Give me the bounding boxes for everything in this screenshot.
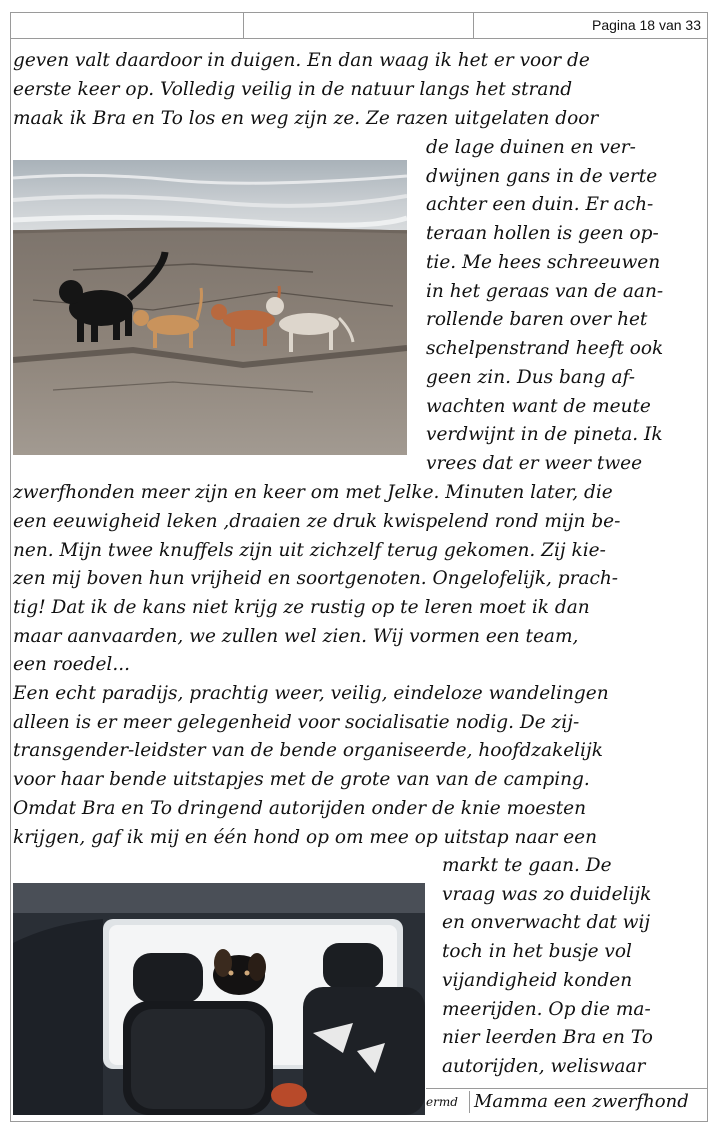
text-line: eerste keer op. Volledig veilig in de natuur langs het strand (13, 79, 573, 100)
text-line: geven valt daardoor in duigen. En dan waag ik het er voor de (13, 50, 590, 71)
text-line: de lage duinen en ver- (426, 137, 636, 158)
text-line: tie. Me hees schreeuwen (426, 252, 661, 273)
text-line: Omdat Bra en To dringend autorijden onder de knie moesten (13, 798, 586, 819)
header-cell-left (11, 13, 244, 38)
footer-book-title: Mamma een zwerfhond (474, 1091, 689, 1112)
text-line: teraan hollen is geen op- (426, 223, 659, 244)
text-line: in het geraas van de aan- (426, 281, 664, 302)
text-line: nen. Mijn twee knuffels zijn uit zichzelf terug gekomen. Zij kie- (13, 540, 606, 561)
text-line: Een echt paradijs, prachtig weer, veilig, eindeloze wandelingen (13, 683, 609, 704)
text-line: zwerfhonden meer zijn en keer om met Jelke. Minuten later, die (13, 482, 613, 503)
text-line: nier leerden Bra en To (442, 1027, 653, 1048)
text-line: maak ik Bra en To los en weg zijn ze. Ze razen uitgelaten door (13, 108, 599, 129)
text-line: en onverwacht dat wij (442, 912, 651, 933)
text-line: transgender-leidster van de bende organiseerde, hoofdzakelijk (13, 740, 603, 761)
text-line: krijgen, gaf ik mij en één hond op om mee op uitstap naar een (13, 827, 598, 848)
text-line: vraag was zo duidelijk (442, 884, 652, 905)
text-line: meerijden. Op die ma- (442, 999, 651, 1020)
header-cell-middle (244, 13, 474, 38)
text-line: rollende baren over het (426, 309, 648, 330)
text-line: verdwijnt in de pineta. Ik (426, 424, 663, 445)
text-line: maar aanvaarden, we zullen wel zien. Wij vormen een team, (13, 626, 579, 647)
text-line: voor haar bende uitstapjes met de grote van van de camping. (13, 769, 590, 790)
text-line: wachten want de meute (426, 396, 651, 417)
page-number: Pagina 18 van 33 (592, 17, 701, 33)
text-line: schelpenstrand heeft ook (426, 338, 664, 359)
page-header (11, 13, 707, 39)
text-line: vijandigheid konden (442, 970, 633, 991)
text-line: markt te gaan. De (442, 855, 612, 876)
text-line: zen mij boven hun vrijheid en soortgenoten. Ongelofelijk, prach- (13, 568, 619, 589)
text-line: alleen is er meer gelegenheid voor socialisatie nodig. De zij- (13, 712, 580, 733)
text-line: autorijden, weliswaar (442, 1056, 646, 1077)
page-footer (426, 1088, 708, 1114)
text-line: achter een duin. Er ach- (426, 194, 654, 215)
text-line: een roedel... (13, 654, 130, 675)
text-line: toch in het busje vol (442, 941, 632, 962)
text-line: vrees dat er weer twee (426, 453, 643, 474)
text-line: geen zin. Dus bang af- (426, 367, 635, 388)
footer-fragment: ermd (426, 1091, 470, 1113)
text-line: dwijnen gans in de verte (426, 166, 658, 187)
beach-dogs-photo (13, 160, 407, 455)
text-line: tig! Dat ik de kans niet krijg ze rustig op te leren moet ik dan (13, 597, 590, 618)
text-line: een eeuwigheid leken ,draaien ze druk kwispelend rond mijn be- (13, 511, 621, 532)
dog-in-car-photo (13, 883, 425, 1115)
